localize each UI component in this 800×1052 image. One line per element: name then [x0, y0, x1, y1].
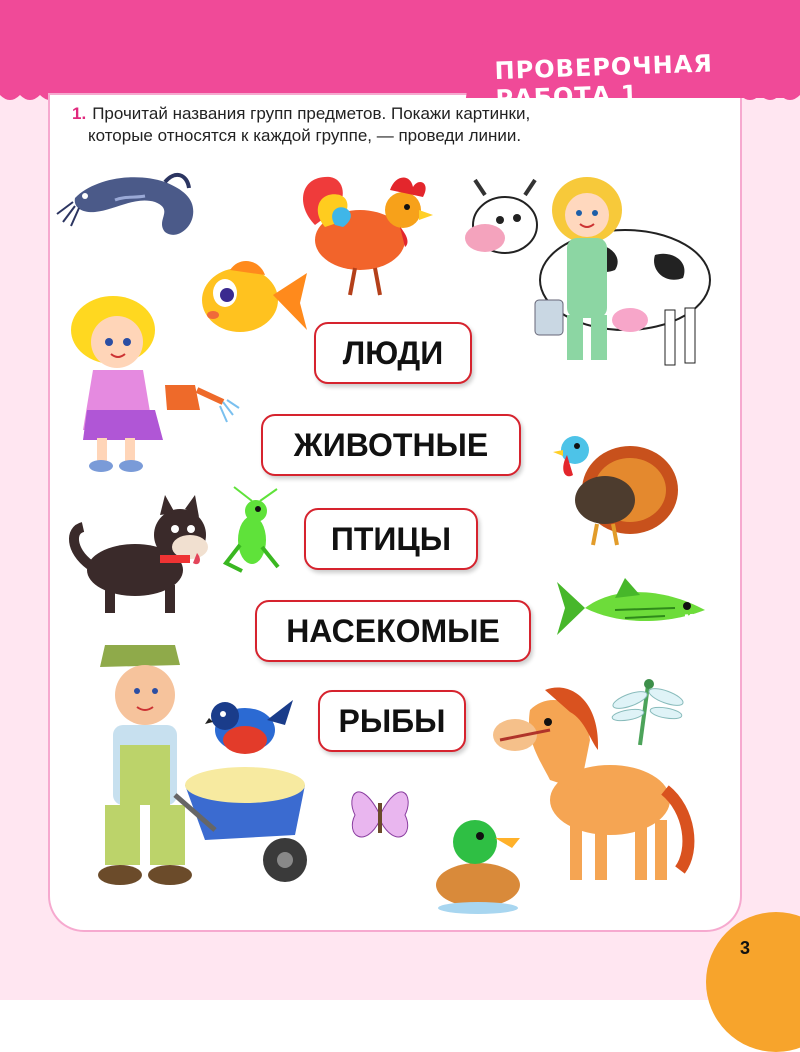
- catfish-icon[interactable]: [55, 160, 200, 245]
- group-label-fish: РЫБЫ: [338, 703, 446, 739]
- duckling-icon[interactable]: [430, 810, 525, 915]
- girl-with-cow-icon[interactable]: [455, 160, 715, 375]
- group-label-birds: ПТИЦЫ: [330, 521, 452, 557]
- group-box-fish[interactable]: [318, 690, 466, 752]
- turkey-icon[interactable]: [545, 420, 680, 550]
- page-title: ПРОВЕРОЧНАЯ РАБОТА 1: [494, 49, 714, 114]
- task-text-line1: Прочитай названия групп предметов. Покажи картинки,: [92, 104, 531, 123]
- grasshopper-icon[interactable]: [222, 485, 282, 575]
- group-box-animals[interactable]: [261, 414, 521, 476]
- task-text-line2: которые относятся к каждой группе, — проведи линии.: [88, 126, 522, 145]
- group-label-animals: ЖИВОТНЫЕ: [293, 427, 489, 463]
- girl-watering-icon[interactable]: [55, 290, 240, 475]
- task-instructions: [72, 103, 692, 147]
- group-label-people: ЛЮДИ: [342, 335, 444, 371]
- task-number: 1.: [72, 104, 87, 123]
- group-box-people[interactable]: [314, 322, 472, 384]
- dragonfly-icon[interactable]: [610, 675, 685, 750]
- green-fish-icon[interactable]: [555, 570, 715, 645]
- page-number: 3: [740, 938, 751, 958]
- group-box-birds[interactable]: [304, 508, 478, 570]
- worker-with-wheelbarrow-icon[interactable]: [65, 645, 335, 900]
- dog-icon[interactable]: [65, 495, 215, 620]
- butterfly-icon[interactable]: [345, 775, 415, 855]
- group-label-insects: НАСЕКОМЫЕ: [286, 613, 500, 649]
